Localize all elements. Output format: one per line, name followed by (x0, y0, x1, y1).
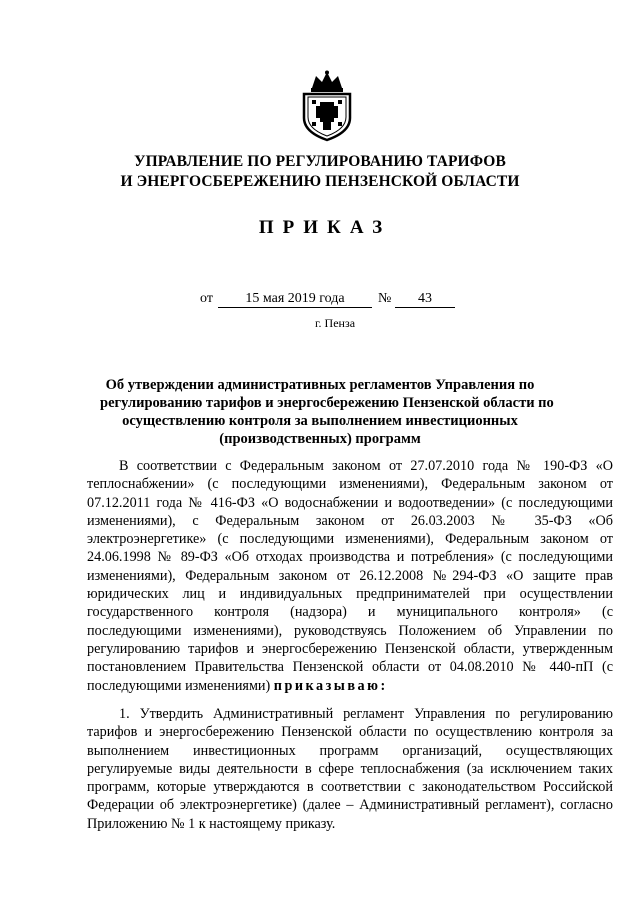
text-line: государственного контроля (надзора) и муниципального контроля» (с (87, 604, 613, 621)
text-line: выполнением инвестиционных программ организаций, осуществляющих (87, 742, 613, 759)
text-line: постановлением Правительства Пензенской области от 04.08.2010 № 440-пП (с (87, 659, 613, 676)
text-line: 24.06.1998 № 89-ФЗ «Об отходах производства и потребления» (с последующими (87, 549, 613, 566)
text-line: изменениями), с Федеральным законом от 26.03.2003 № 35-ФЗ «Об (87, 512, 613, 529)
text-line: последующими изменениями), руководствуясь Положением об Управлении по (87, 622, 613, 639)
text-line: теплоснабжении» (с последующими изменениями), Федеральным законом от (87, 476, 613, 493)
text-line: 07.12.2011 года № 416-ФЗ «О водоснабжении и водоотведении» (с последующими (87, 494, 613, 511)
subject-line: (производственных) программ (219, 431, 421, 447)
order-word: приказываю: (273, 677, 388, 694)
text-line: электроэнергетике» (с последующими изменениями), Федеральным законом от (87, 531, 613, 548)
text-line: Федерации об электроэнергетике) (далее – Административный регламент), согласно (87, 797, 613, 814)
text-line: юридических лиц и индивидуальных предпринимателей при осуществлении (87, 586, 613, 603)
order-date: 15 мая 2019 года (218, 291, 372, 308)
document-type: ПРИКАЗ (258, 217, 392, 238)
text-line: тарифов и энергосбережению Пензенской области по осуществлению контроля за (87, 724, 613, 741)
date-from-label: от (200, 291, 213, 306)
text-line: В соответствии с Федеральным законом от 27.07.2010 года № 190-ФЗ «О (119, 458, 613, 474)
text-line-last (87, 677, 613, 695)
order-subject (100, 376, 554, 448)
item-1-paragraph (87, 705, 613, 833)
org-line-1: УПРАВЛЕНИЕ ПО РЕГУЛИРОВАНИЮ ТАРИФОВ (134, 153, 506, 170)
text-fragment: последующими изменениями) (87, 677, 271, 694)
subject-line: осуществлению контроля за выполнением инвестиционных (122, 413, 518, 429)
text-line: регулированию тарифов и энергосбережению Пензенской области, утвержденным (87, 640, 613, 657)
order-number: 43 (395, 291, 455, 308)
organization-name (0, 152, 640, 192)
number-label: № (378, 291, 392, 306)
city: г. Пенза (314, 316, 356, 330)
subject-line: регулированию тарифов и энергосбережению Пензенской области по (100, 395, 554, 411)
text-line: регулируемые виды деятельности в сфере теплоснабжения (за исключением таких (87, 760, 613, 777)
text-line: 1. Утвердить Административный регламент Управления по регулированию (119, 706, 613, 722)
org-line-2: И ЭНЕРГОСБЕРЕЖЕНИЮ ПЕНЗЕНСКОЙ ОБЛАСТИ (120, 173, 520, 190)
preamble-paragraph (87, 457, 613, 695)
subject-line: Об утверждении административных регламентов Управления по (105, 377, 535, 393)
text-line: программ, которые утверждаются в соответствии с законодательством Российской (87, 779, 613, 796)
penza-coat-of-arms-icon (298, 70, 356, 142)
text-line: Приложению № 1 к настоящему приказу. (87, 815, 336, 832)
text-line: изменениями), Федеральным законом от 26.12.2008 №294-ФЗ «О защите прав (87, 567, 613, 584)
